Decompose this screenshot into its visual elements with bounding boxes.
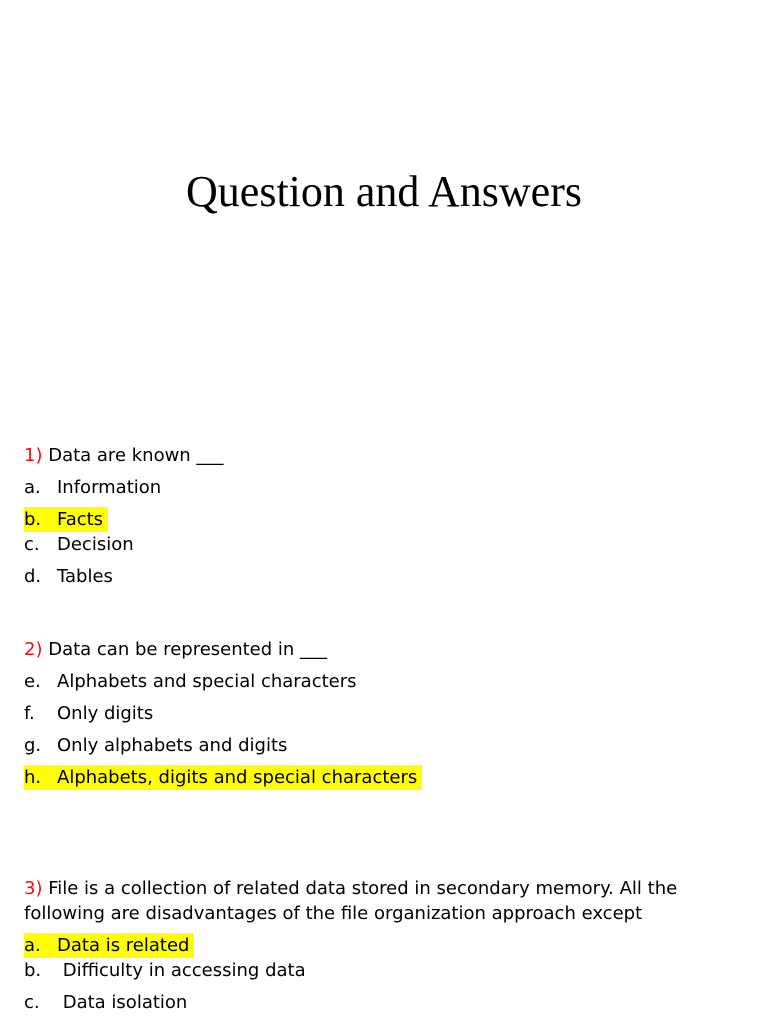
option-letter: h. [24, 767, 42, 788]
question-stem: Data are known ___ [42, 445, 224, 466]
page-title: Question and Answers [186, 167, 582, 216]
question-text [24, 443, 724, 468]
option-text: Data is related [57, 935, 190, 956]
option-c [24, 532, 724, 557]
question-1 [24, 443, 724, 589]
option-letter: c. [24, 992, 40, 1013]
question-text [24, 876, 724, 901]
option-a [24, 475, 724, 500]
option-d [24, 564, 724, 589]
question-3 [24, 876, 724, 1015]
option-letter: b. [24, 509, 42, 530]
option-letter: f. [24, 703, 35, 724]
option-c [24, 990, 724, 1015]
option-text: Alphabets, digits and special characters [57, 767, 418, 788]
option-text: Only digits [57, 703, 154, 724]
option-h-correct [24, 765, 422, 790]
option-letter: a. [24, 935, 41, 956]
question-stem: Data can be represented in ___ [42, 639, 328, 660]
option-text: Only alphabets and digits [57, 735, 288, 756]
option-f [24, 701, 724, 726]
option-letter: a. [24, 477, 41, 498]
question-number: 3) [24, 878, 43, 899]
option-letter: e. [24, 671, 41, 692]
option-g [24, 733, 724, 758]
option-text: Difficulty in accessing data [57, 960, 306, 981]
question-stem-line-1: File is a collection of related data stored in secondary memory. All the [42, 878, 678, 899]
option-b [24, 958, 724, 983]
question-2 [24, 637, 724, 790]
option-e [24, 669, 724, 694]
option-text: Information [57, 477, 162, 498]
question-number: 1) [24, 445, 43, 466]
option-text: Facts [57, 509, 104, 530]
option-a-correct [24, 933, 194, 958]
option-text: Tables [57, 566, 113, 587]
option-text: Decision [57, 534, 134, 555]
option-letter: g. [24, 735, 42, 756]
option-letter: d. [24, 566, 42, 587]
option-text: Data isolation [57, 992, 188, 1013]
question-text-line-2: following are disadvantages of the file organization approach except [24, 903, 643, 924]
question-text [24, 637, 724, 662]
question-number: 2) [24, 639, 43, 660]
option-b-correct [24, 507, 108, 532]
option-letter: c. [24, 534, 40, 555]
option-letter: b. [24, 960, 42, 981]
option-text: Alphabets and special characters [57, 671, 357, 692]
